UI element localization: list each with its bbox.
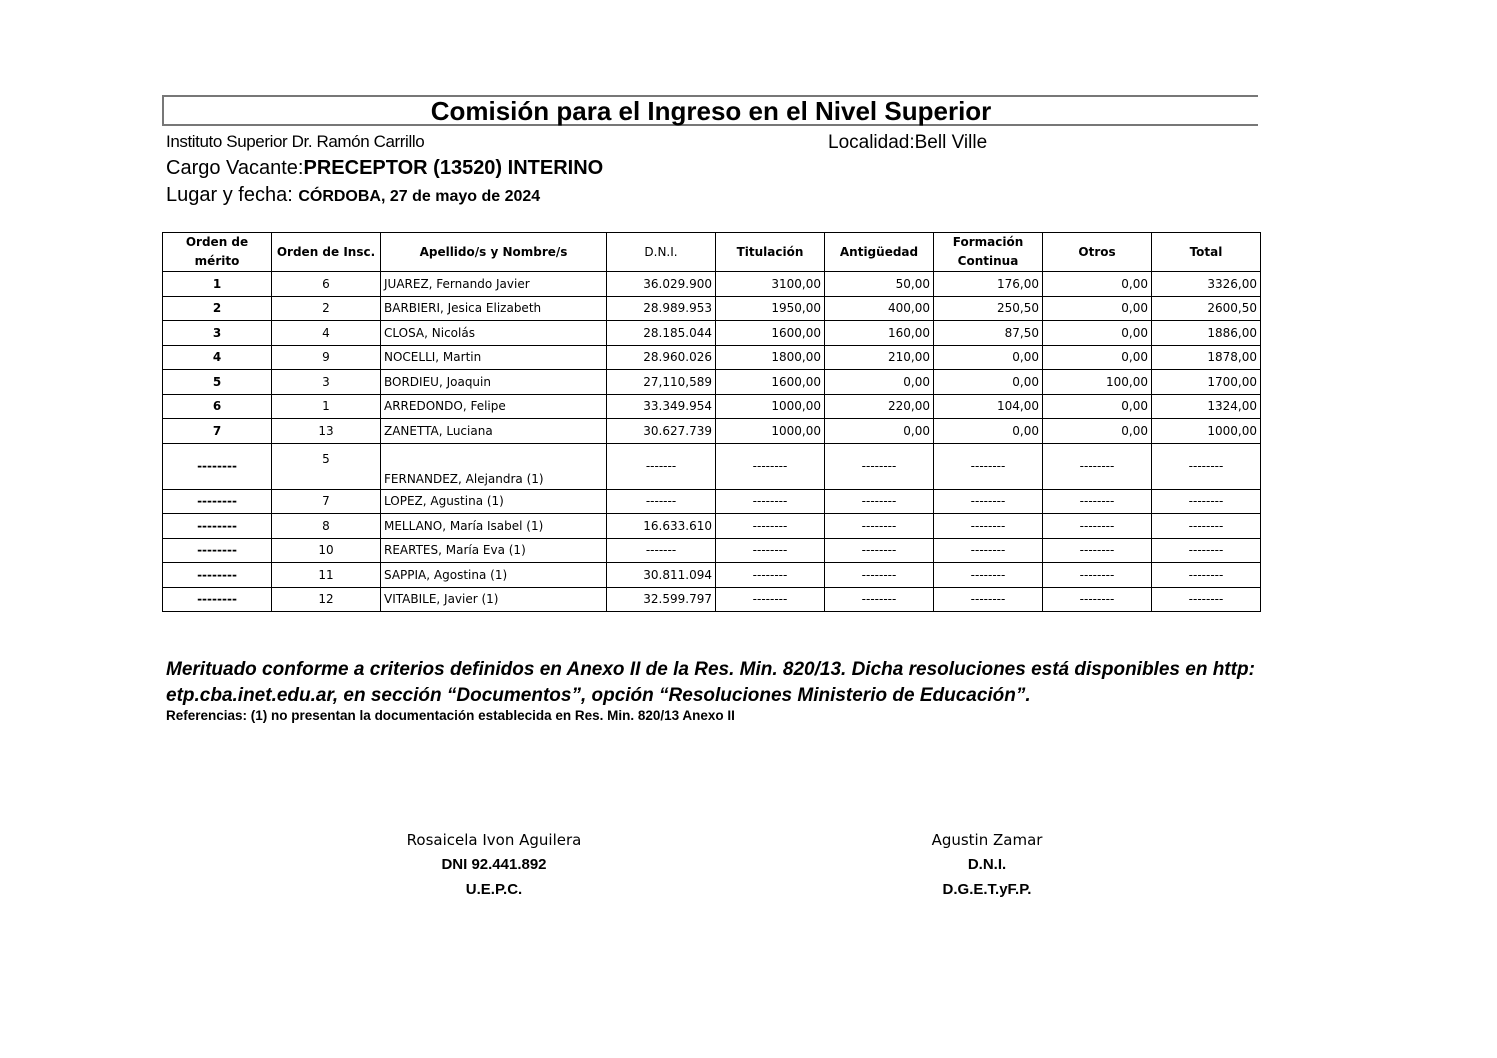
dni-cell: 28.989.953	[607, 296, 716, 321]
total-cell: --------	[1152, 489, 1261, 514]
lugar-value: CÓRDOBA, 27 de mayo de 2024	[298, 188, 541, 205]
nombre-cell: ARREDONDO, Felipe	[381, 394, 607, 419]
dni-cell: 16.633.610	[607, 514, 716, 539]
document-title: Comisión para el Ingreso en el Nivel Superior	[162, 95, 1258, 126]
dni-cell: 32.599.797	[607, 587, 716, 612]
orden-insc-cell: 6	[272, 272, 381, 297]
dni-cell: 33.349.954	[607, 394, 716, 419]
antiguedad-cell: --------	[825, 489, 934, 514]
antiguedad-cell: --------	[825, 443, 934, 489]
dni-cell: 30.627.739	[607, 419, 716, 444]
formacion-cell: 0,00	[934, 419, 1043, 444]
titulacion-cell: --------	[716, 563, 825, 588]
antiguedad-cell: 220,00	[825, 394, 934, 419]
total-cell: 1878,00	[1152, 345, 1261, 370]
table-row	[163, 538, 1261, 563]
nombre-cell: FERNANDEZ, Alejandra (1)	[381, 443, 607, 489]
otros-cell: --------	[1043, 538, 1152, 563]
titulacion-cell: --------	[716, 514, 825, 539]
col-header: Orden de Insc.	[272, 233, 381, 272]
nombre-cell: BARBIERI, Jesica Elizabeth	[381, 296, 607, 321]
orden-insc-cell: 12	[272, 587, 381, 612]
antiguedad-cell: 0,00	[825, 370, 934, 395]
antiguedad-cell: 400,00	[825, 296, 934, 321]
formacion-cell: 250,50	[934, 296, 1043, 321]
dni-cell: 28.185.044	[607, 321, 716, 346]
formacion-cell: --------	[934, 538, 1043, 563]
total-cell: --------	[1152, 587, 1261, 612]
nombre-cell: VITABILE, Javier (1)	[381, 587, 607, 612]
total-cell: --------	[1152, 538, 1261, 563]
merit-table	[162, 232, 1261, 612]
otros-cell: --------	[1043, 587, 1152, 612]
signer-dni: D.N.I.	[967, 856, 1007, 873]
formacion-cell: 87,50	[934, 321, 1043, 346]
total-cell: 1324,00	[1152, 394, 1261, 419]
cargo-vacante	[166, 157, 603, 180]
nombre-cell: BORDIEU, Joaquin	[381, 370, 607, 395]
total-cell: --------	[1152, 443, 1261, 489]
signer-org: D.G.E.T.yF.P.	[942, 881, 1032, 898]
table-row	[163, 394, 1261, 419]
titulacion-cell: --------	[716, 489, 825, 514]
orden-insc-cell: 5	[272, 443, 381, 489]
total-cell: 1000,00	[1152, 419, 1261, 444]
orden-merito-cell: --------	[163, 538, 272, 563]
orden-insc-cell: 8	[272, 514, 381, 539]
orden-insc-cell: 13	[272, 419, 381, 444]
titulacion-cell: --------	[716, 443, 825, 489]
dni-cell: 30.811.094	[607, 563, 716, 588]
titulacion-cell: 1600,00	[716, 321, 825, 346]
orden-merito-cell: 6	[163, 394, 272, 419]
otros-cell: 0,00	[1043, 345, 1152, 370]
table-row	[163, 419, 1261, 444]
otros-cell: --------	[1043, 443, 1152, 489]
titulacion-cell: --------	[716, 538, 825, 563]
table-row	[163, 321, 1261, 346]
locality: Localidad:Bell Ville	[828, 132, 988, 153]
orden-insc-cell: 2	[272, 296, 381, 321]
nombre-cell: ZANETTA, Luciana	[381, 419, 607, 444]
table-row	[163, 272, 1261, 297]
total-cell: 3326,00	[1152, 272, 1261, 297]
nombre-cell: SAPPIA, Agostina (1)	[381, 563, 607, 588]
col-header: Titulación	[716, 233, 825, 272]
titulacion-cell: 1000,00	[716, 419, 825, 444]
nombre-cell: LOPEZ, Agustina (1)	[381, 489, 607, 514]
orden-insc-cell: 3	[272, 370, 381, 395]
dni-cell: 27,110,589	[607, 370, 716, 395]
orden-merito-cell: --------	[163, 587, 272, 612]
table-row	[163, 563, 1261, 588]
orden-insc-cell: 4	[272, 321, 381, 346]
signature-left	[344, 831, 644, 906]
otros-cell: --------	[1043, 489, 1152, 514]
dni-cell: -------	[607, 538, 716, 563]
table-row	[163, 345, 1261, 370]
orden-merito-cell: 2	[163, 296, 272, 321]
signer-org: U.E.P.C.	[465, 881, 523, 898]
otros-cell: 0,00	[1043, 296, 1152, 321]
cargo-value: PRECEPTOR (13520) INTERINO	[303, 157, 604, 179]
table-row	[163, 296, 1261, 321]
merito-note: Merituado conforme a criterios definidos en Anexo II de la Res. Min. 820/13. Dicha resoluciones está disponibles en http: etp.cba.inet.edu.ar, en sección “Documentos”, opción “Resoluciones Ministerio de Educación”.	[166, 659, 1255, 706]
orden-insc-cell: 1	[272, 394, 381, 419]
formacion-cell: --------	[934, 489, 1043, 514]
orden-insc-cell: 11	[272, 563, 381, 588]
total-cell: 2600,50	[1152, 296, 1261, 321]
orden-merito-cell: 3	[163, 321, 272, 346]
antiguedad-cell: 50,00	[825, 272, 934, 297]
lugar-label: Lugar y fecha:	[166, 184, 299, 206]
titulacion-cell: 1000,00	[716, 394, 825, 419]
titulacion-cell: --------	[716, 587, 825, 612]
orden-merito-cell: 4	[163, 345, 272, 370]
total-cell: 1700,00	[1152, 370, 1261, 395]
otros-cell: --------	[1043, 514, 1152, 539]
formacion-cell: --------	[934, 443, 1043, 489]
orden-insc-cell: 9	[272, 345, 381, 370]
titulacion-cell: 1600,00	[716, 370, 825, 395]
formacion-cell: --------	[934, 514, 1043, 539]
dni-cell: -------	[607, 443, 716, 489]
nombre-cell: JUAREZ, Fernando Javier	[381, 272, 607, 297]
signer-dni: DNI 92.441.892	[441, 856, 547, 873]
col-header: Antigüedad	[825, 233, 934, 272]
dni-cell: -------	[607, 489, 716, 514]
otros-cell: 100,00	[1043, 370, 1152, 395]
antiguedad-cell: --------	[825, 514, 934, 539]
orden-insc-cell: 7	[272, 489, 381, 514]
antiguedad-cell: --------	[825, 538, 934, 563]
lugar-fecha	[166, 184, 540, 207]
titulacion-cell: 1800,00	[716, 345, 825, 370]
formacion-cell: --------	[934, 563, 1043, 588]
col-header: Formación Continua	[934, 233, 1043, 272]
antiguedad-cell: 0,00	[825, 419, 934, 444]
col-header: Total	[1152, 233, 1261, 272]
table-header-row	[163, 233, 1261, 272]
col-header: D.N.I.	[607, 233, 716, 272]
formacion-cell: 0,00	[934, 370, 1043, 395]
cargo-label: Cargo Vacante:	[166, 157, 304, 179]
signer-name: Agustin Zamar	[931, 831, 1043, 849]
orden-merito-cell: --------	[163, 443, 272, 489]
orden-merito-cell: --------	[163, 489, 272, 514]
nombre-cell: NOCELLI, Martin	[381, 345, 607, 370]
orden-merito-cell: 7	[163, 419, 272, 444]
total-cell: --------	[1152, 563, 1261, 588]
orden-insc-cell: 10	[272, 538, 381, 563]
titulacion-cell: 1950,00	[716, 296, 825, 321]
orden-merito-cell: 5	[163, 370, 272, 395]
table-row	[163, 587, 1261, 612]
antiguedad-cell: 210,00	[825, 345, 934, 370]
col-header: Orden de mérito	[163, 233, 272, 272]
formacion-cell: --------	[934, 587, 1043, 612]
nombre-cell: CLOSA, Nicolás	[381, 321, 607, 346]
otros-cell: 0,00	[1043, 419, 1152, 444]
signature-right	[837, 831, 1137, 906]
otros-cell: 0,00	[1043, 272, 1152, 297]
col-header: Otros	[1043, 233, 1152, 272]
table-row	[163, 514, 1261, 539]
antiguedad-cell: --------	[825, 587, 934, 612]
otros-cell: 0,00	[1043, 394, 1152, 419]
table-row	[163, 443, 1261, 489]
total-cell: 1886,00	[1152, 321, 1261, 346]
orden-merito-cell: --------	[163, 563, 272, 588]
total-cell: --------	[1152, 514, 1261, 539]
orden-merito-cell: 1	[163, 272, 272, 297]
table-row	[163, 489, 1261, 514]
dni-cell: 28.960.026	[607, 345, 716, 370]
titulacion-cell: 3100,00	[716, 272, 825, 297]
nombre-cell: REARTES, María Eva (1)	[381, 538, 607, 563]
formacion-cell: 0,00	[934, 345, 1043, 370]
otros-cell: --------	[1043, 563, 1152, 588]
formacion-cell: 176,00	[934, 272, 1043, 297]
nombre-cell: MELLANO, María Isabel (1)	[381, 514, 607, 539]
otros-cell: 0,00	[1043, 321, 1152, 346]
referencias-note: Referencias: (1) no presentan la documentación establecida en Res. Min. 820/13 Anexo II	[166, 708, 735, 723]
table-row	[163, 370, 1261, 395]
antiguedad-cell: --------	[825, 563, 934, 588]
institute-name: Instituto Superior Dr. Ramón Carrillo	[166, 132, 425, 151]
orden-merito-cell: --------	[163, 514, 272, 539]
signer-name: Rosaicela Ivon Aguilera	[406, 831, 582, 849]
antiguedad-cell: 160,00	[825, 321, 934, 346]
col-header: Apellido/s y Nombre/s	[381, 233, 607, 272]
dni-cell: 36.029.900	[607, 272, 716, 297]
formacion-cell: 104,00	[934, 394, 1043, 419]
